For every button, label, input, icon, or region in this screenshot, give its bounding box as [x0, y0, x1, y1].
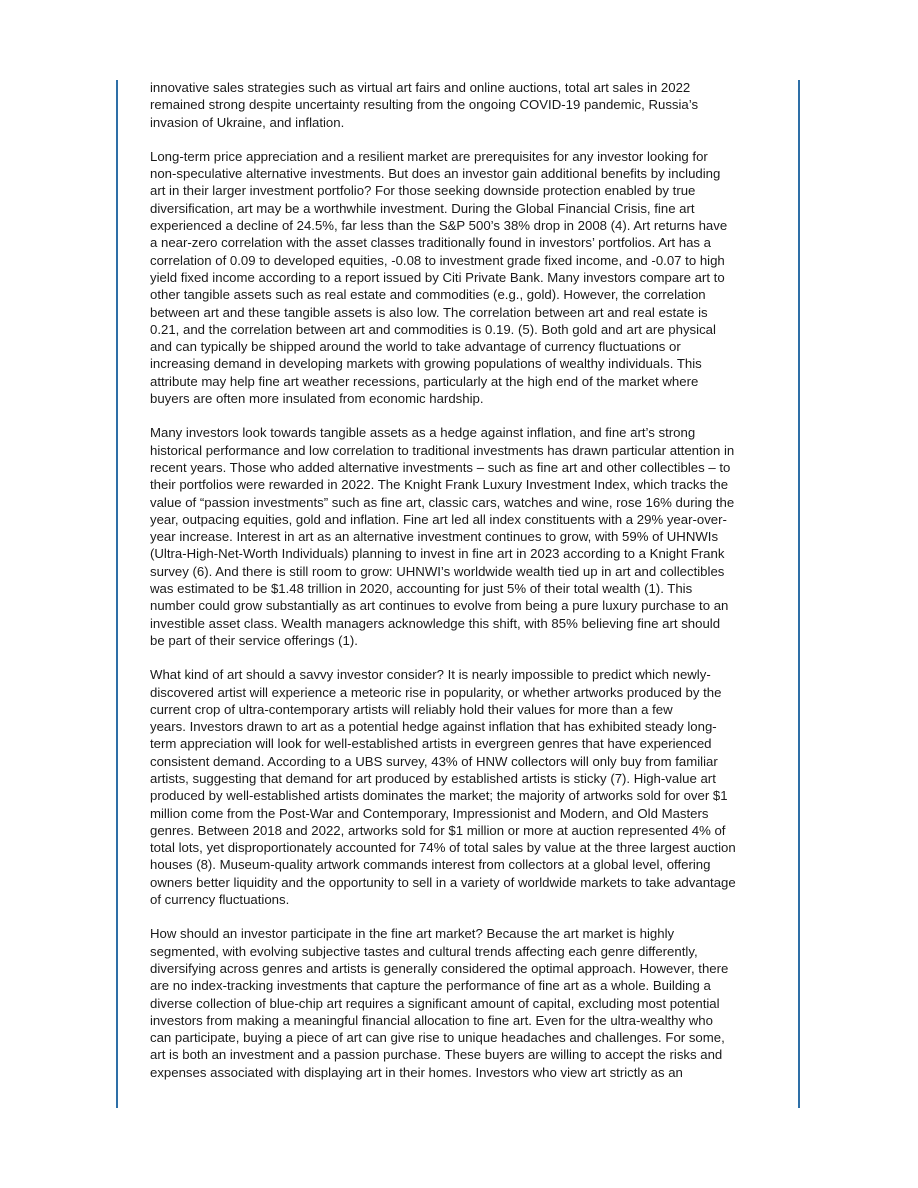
- left-margin-rule: [116, 80, 118, 1108]
- text-line: artists, suggesting that demand for art produced by established artists is sticky (7). High-value art: [150, 770, 716, 786]
- text-line: total lots, yet disproportionately accounted for 74% of total sales by value at the three largest auction: [150, 840, 736, 856]
- text-line: value of “passion investments” such as fine art, classic cars, watches and wine, rose 16% during the: [150, 494, 735, 510]
- text-line: art is both an investment and a passion purchase. These buyers are willing to accept the risks and: [150, 1047, 723, 1063]
- paragraph-diversification: [150, 148, 780, 407]
- text-line: current crop of ultra-contemporary artists will reliably hold their values for more than a few: [150, 701, 673, 717]
- text-line: houses (8). Museum-quality artwork commands interest from collectors at a global level, offering: [150, 857, 711, 873]
- text-line: investors from making a meaningful financial allocation to fine art. Even for the ultra-wealthy who: [150, 1012, 713, 1028]
- text-line: attribute may help fine art weather recessions, particularly at the high end of the market where: [150, 373, 699, 389]
- text-line: year, outpacing equities, gold and inflation. Fine art led all index constituents with a 29% year-over-: [150, 511, 727, 527]
- text-line: survey (6). And there is still room to grow: UHNWI’s worldwide wealth tied up in art and collectibles: [150, 563, 725, 579]
- text-line: historical performance and low correlation to traditional investments has drawn particular attention in: [150, 442, 735, 458]
- text-line: 0.21, and the correlation between art and commodities is 0.19. (5). Both gold and art are physical: [150, 321, 716, 337]
- text-line: diversifying across genres and artists is generally considered the optimal approach. However, there: [150, 960, 729, 976]
- text-line: produced by well-established artists dominates the market; the majority of artworks sold for over $1: [150, 788, 728, 804]
- text-line: a near-zero correlation with the asset classes traditionally found in investors’ portfolios. Art has a: [150, 235, 711, 251]
- text-line: term appreciation will look for well-established artists in evergreen genres that have experienced: [150, 736, 712, 752]
- text-line: years. Investors drawn to art as a potential hedge against inflation that has exhibited steady long-: [150, 719, 717, 735]
- text-line: recent years. Those who added alternative investments – such as fine art and other collectibles – to: [150, 459, 731, 475]
- text-line: buyers are often more insulated from economic hardship.: [150, 391, 484, 407]
- text-line: diversification, art may be a worthwhile investment. During the Global Financial Crisis, fine art: [150, 200, 695, 216]
- text-line: are no index-tracking investments that capture the performance of fine art as a whole. Building a: [150, 978, 711, 994]
- paragraph-art-selection: [150, 666, 780, 908]
- text-line: was estimated to be $1.48 trillion in 2020, accounting for just 5% of their total wealth (1). This: [150, 581, 693, 597]
- text-line: Many investors look towards tangible assets as a hedge against inflation, and fine art’s strong: [150, 425, 696, 441]
- paragraph-inflation-hedge: [150, 424, 780, 649]
- right-margin-rule: [798, 80, 800, 1108]
- paragraph-continuation: [150, 79, 780, 131]
- text-line: invasion of Ukraine, and inflation.: [150, 114, 345, 130]
- text-line: between art and these tangible assets is also low. The correlation between art and real estate is: [150, 304, 708, 320]
- text-line: experienced a decline of 24.5%, far less than the S&P 500’s 38% drop in 2008 (4). Art returns have: [150, 218, 728, 234]
- text-line: segmented, with evolving subjective tastes and cultural trends affecting each genre differently,: [150, 943, 698, 959]
- paragraph-participation: [150, 925, 780, 1081]
- text-line: correlation of 0.09 to developed equities, -0.08 to investment grade fixed income, and -0.07 to high: [150, 252, 725, 268]
- text-line: expenses associated with displaying art in their homes. Investors who view art strictly as an: [150, 1064, 683, 1080]
- text-line: genres. Between 2018 and 2022, artworks sold for $1 million or more at auction represented 4% of: [150, 822, 726, 838]
- text-line: million come from the Post-War and Contemporary, Impressionist and Modern, and Old Masters: [150, 805, 709, 821]
- text-line: increasing demand in developing markets with growing populations of wealthy individuals. This: [150, 356, 702, 372]
- text-line: art in their larger investment portfolio? For those seeking downside protection enabled by true: [150, 183, 696, 199]
- text-line: other tangible assets such as real estate and commodities (e.g., gold). However, the correlation: [150, 287, 706, 303]
- text-line: be part of their service offerings (1).: [150, 632, 358, 648]
- text-line: yield fixed income according to a report issued by Citi Private Bank. Many investors compare art to: [150, 269, 725, 285]
- text-line: non-speculative alternative investments. But does an investor gain additional benefits by including: [150, 166, 721, 182]
- text-line: innovative sales strategies such as virtual art fairs and online auctions, total art sales in 2022: [150, 80, 691, 95]
- text-line: year increase. Interest in art as an alternative investment continues to grow, with 59% of UHNWIs: [150, 529, 719, 545]
- text-line: of currency fluctuations.: [150, 892, 290, 908]
- text-line: (Ultra-High-Net-Worth Individuals) planning to invest in fine art in 2023 according to a Knight Frank: [150, 546, 725, 562]
- document-body: [150, 79, 780, 1098]
- text-line: investible asset class. Wealth managers acknowledge this shift, with 85% believing fine art should: [150, 615, 721, 631]
- text-line: owners better liquidity and the opportunity to sell in a variety of worldwide markets to take advantage: [150, 874, 736, 890]
- text-line: and can typically be shipped around the world to take advantage of currency fluctuations or: [150, 339, 681, 355]
- text-line: can participate, buying a piece of art can give rise to unique headaches and challenges. For some,: [150, 1030, 725, 1046]
- text-line: their portfolios were rewarded in 2022. The Knight Frank Luxury Investment Index, which tracks the: [150, 477, 729, 493]
- text-line: Long-term price appreciation and a resilient market are prerequisites for any investor looking for: [150, 148, 708, 164]
- text-line: diverse collection of blue-chip art requires a significant amount of capital, excluding most potential: [150, 995, 720, 1011]
- text-line: remained strong despite uncertainty resulting from the ongoing COVID-19 pandemic, Russia’s: [150, 97, 699, 113]
- text-line: discovered artist will experience a meteoric rise in popularity, or whether artworks produced by the: [150, 684, 722, 700]
- text-line: How should an investor participate in the fine art market? Because the art market is highly: [150, 926, 675, 942]
- text-line: consistent demand. According to a UBS survey, 43% of HNW collectors will only buy from familiar: [150, 753, 718, 769]
- text-line: What kind of art should a savvy investor consider? It is nearly impossible to predict which newly-: [150, 667, 711, 683]
- text-line: number could grow substantially as art continues to evolve from being a pure luxury purchase to an: [150, 598, 729, 614]
